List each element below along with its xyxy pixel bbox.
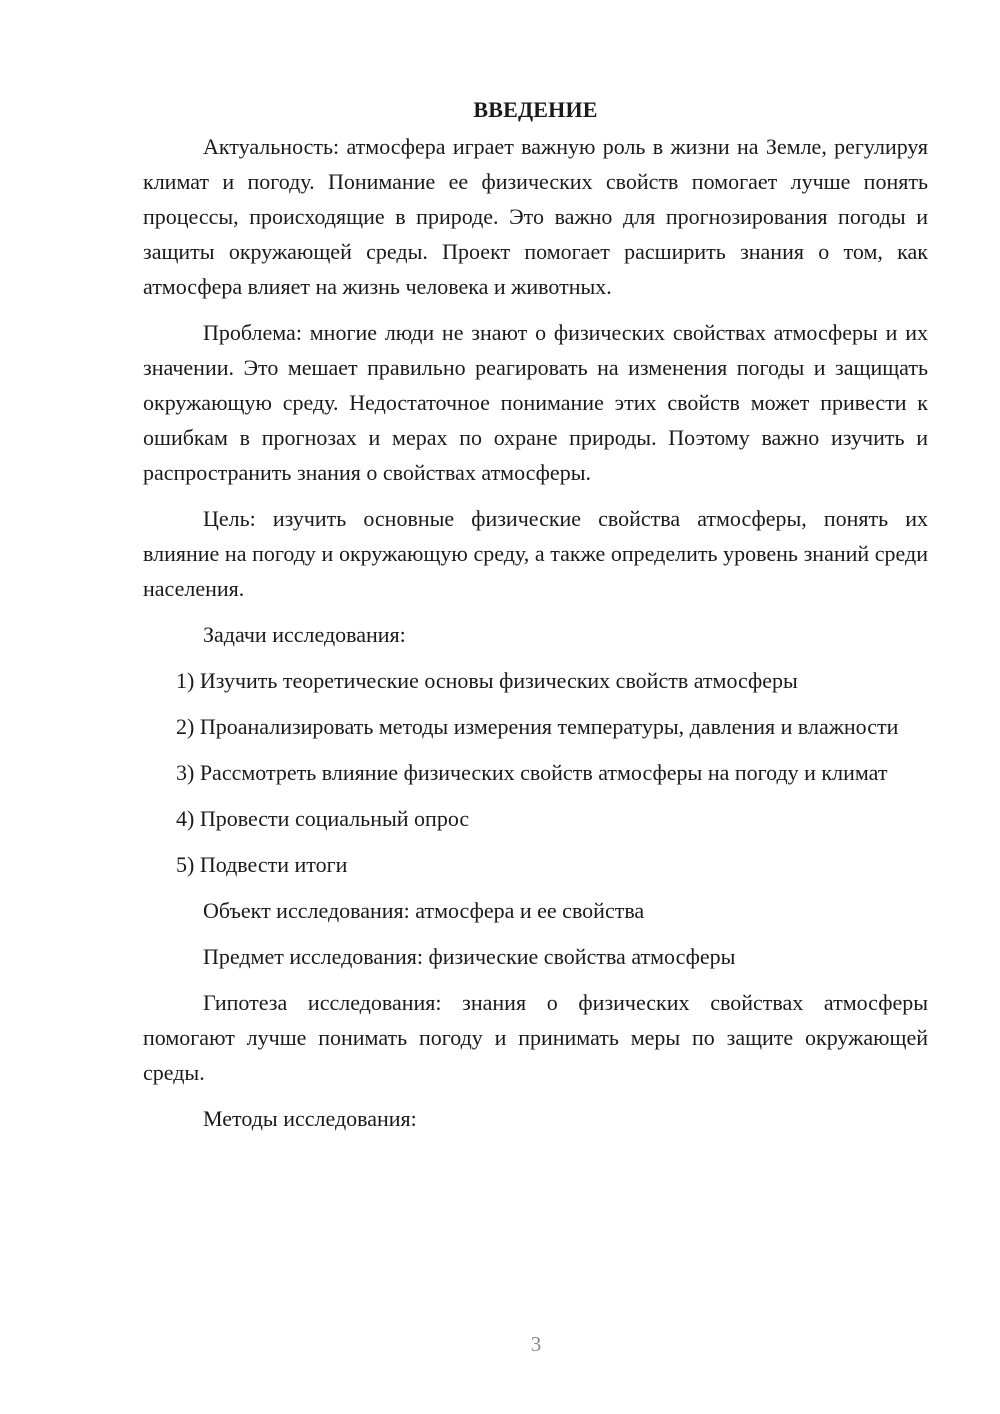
research-object: Объект исследования: атмосфера и ее свойства: [203, 898, 645, 923]
page-number: 3: [530, 1332, 542, 1356]
task-item-4: 4) Провести социальный опрос: [176, 806, 470, 831]
relevance-paragraph: Актуальность: атмосфера играет важную роль в жизни на Земле, регулируя климат и погоду. Понимание ее физических свойств помогает лучше понять процессы, происходящие в природе. Это важно для прогнозирования погоды и защиты окружающей среды. Проект помогает расширить знания о том, как атмосфера влияет на жизнь человека и животных.: [143, 134, 928, 299]
goal-paragraph: Цель: изучить основные физические свойства атмосферы, понять их влияние на погоду и окружающую среду, а также определить уровень знаний среди населения.: [143, 506, 928, 601]
research-hypothesis: Гипотеза исследования: знания о физических свойствах атмосферы помогают лучше понимать погоду и принимать меры по защите окружающей среды.: [143, 990, 928, 1085]
problem-paragraph: Проблема: многие люди не знают о физических свойствах атмосферы и их значении. Это мешает правильно реагировать на изменения погоды и защищать окружающую среду. Недостаточное понимание этих свойств может привести к ошибкам в прогнозах и мерах по охране природы. Поэтому важно изучить и распространить знания о свойствах атмосферы.: [143, 320, 928, 485]
methods-heading: Методы исследования:: [203, 1106, 417, 1131]
task-item-3: 3) Рассмотреть влияние физических свойств атмосферы на погоду и климат: [176, 760, 888, 785]
task-item-5: 5) Подвести итоги: [176, 852, 348, 877]
section-title: ВВЕДЕНИЕ: [473, 97, 598, 122]
task-item-2: 2) Проанализировать методы измерения температуры, давления и влажности: [176, 714, 899, 739]
document-page: [143, 92, 928, 1147]
research-subject: Предмет исследования: физические свойства атмосферы: [203, 944, 736, 969]
task-item-1: 1) Изучить теоретические основы физических свойств атмосферы: [176, 668, 798, 693]
tasks-heading: Задачи исследования:: [203, 622, 406, 647]
